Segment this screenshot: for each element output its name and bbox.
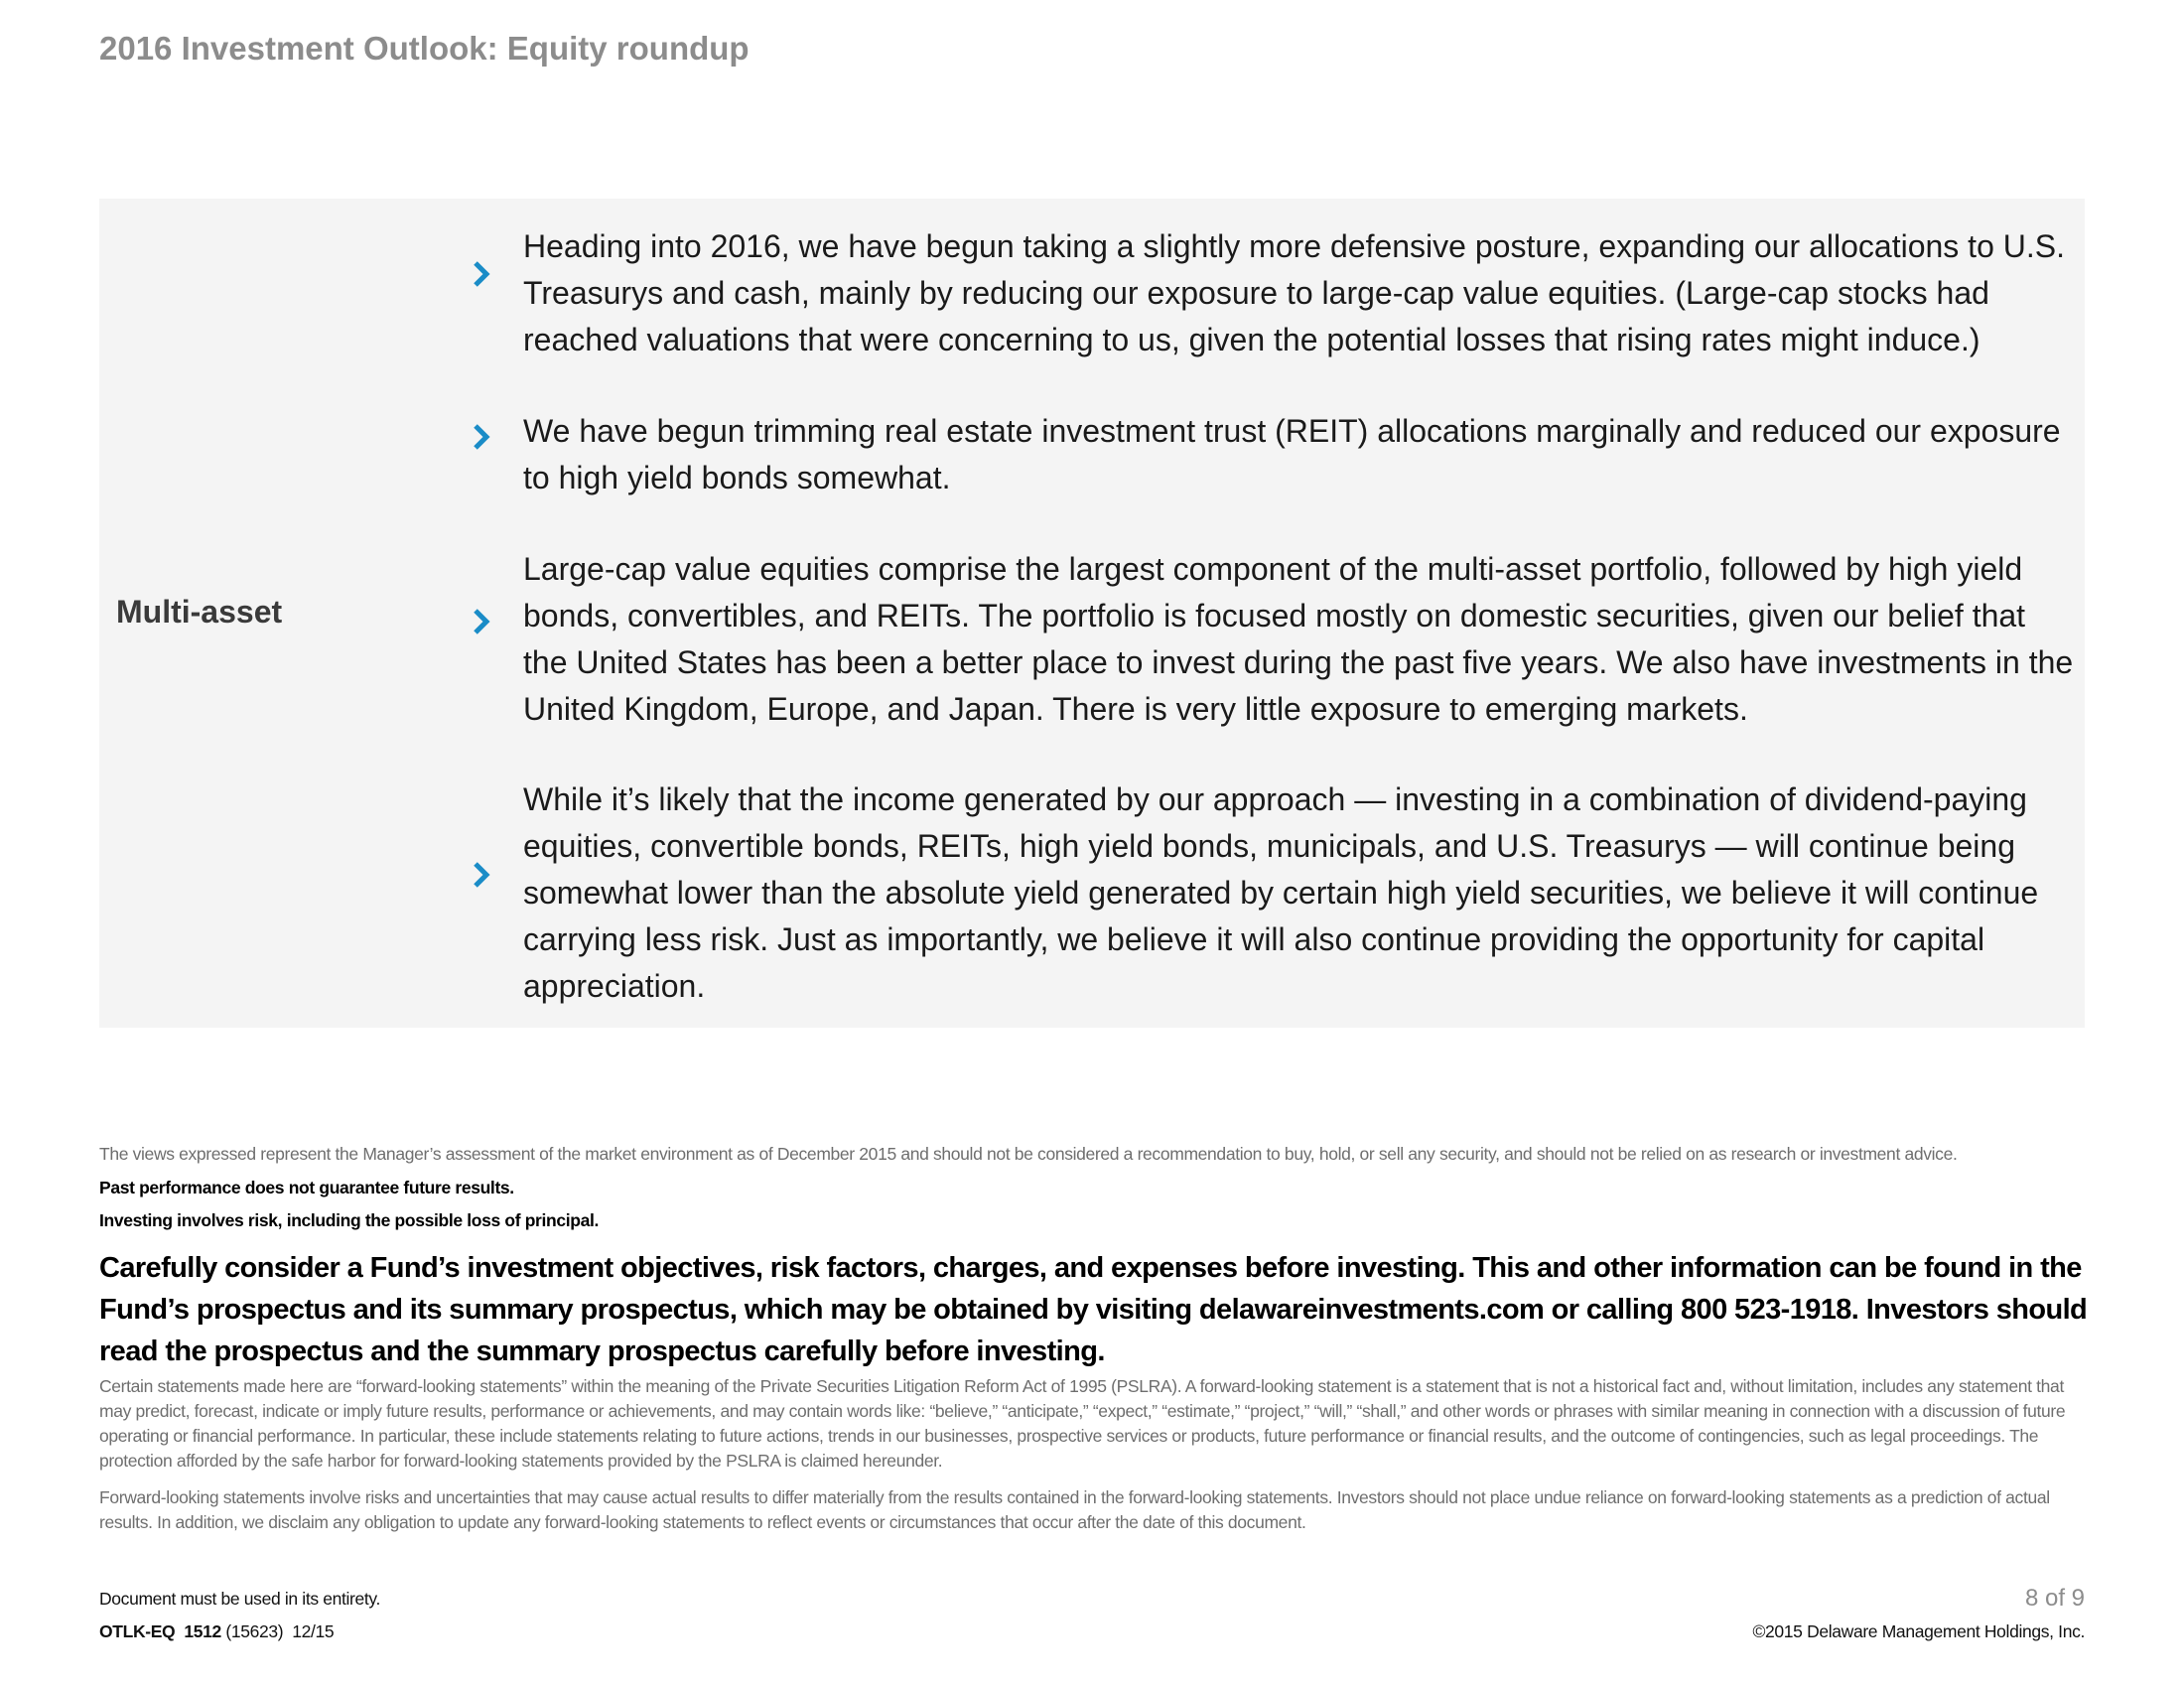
- bullet-text: Large-cap value equities comprise the largest component of the multi-asset portfolio, followed by high yield bonds, convertibles, and REITs. The portfolio is focused mostly on domestic securities, given our belief that the United States has been a better place to invest during the past five years. We also have investments in the United Kingdom, Europe, and Japan. There is very little exposure to emerging markets.: [523, 551, 2074, 727]
- chevron-right-icon: [466, 856, 495, 886]
- past-performance-note: Past performance does not guarantee future results.: [99, 1178, 514, 1197]
- bullet-item: [523, 223, 2077, 363]
- bullet-item: [523, 776, 2077, 1010]
- risk-note: Investing involves risk, including the possible loss of principal.: [99, 1210, 599, 1230]
- chevron-right-icon: [466, 255, 495, 285]
- document-code-detail: (15623) 12/15: [225, 1621, 335, 1641]
- chevron-right-icon: [466, 418, 495, 448]
- bullet-text: We have begun trimming real estate investment trust (REIT) allocations marginally and reduced our exposure to high yield bonds somewhat.: [523, 413, 2061, 495]
- page-number: 8 of 9: [2024, 1585, 2085, 1612]
- bullet-item: [523, 546, 2077, 733]
- document-code-id: OTLK-EQ 1512: [99, 1621, 221, 1641]
- prospectus-notice: Carefully consider a Fund’s investment objectives, risk factors, charges, and expenses before investing. This and other information can be found in the Fund’s prospectus and its summary prospectus, which may be obtained by visiting delawareinvestments.com or calling 800 523-1918. Investors should read the prospectus and the summary prospectus carefully before investing.: [99, 1252, 2088, 1367]
- copyright: ©2015 Delaware Management Holdings, Inc.: [1752, 1621, 2085, 1641]
- forward-looking-statement-2: Forward-looking statements involve risks and uncertainties that may cause actual results to differ materially from the results contained in the forward-looking statements. Investors should not place undue reliance on forward-looking statements as a prediction of actual results. In addition, we disclaim any obligation to update any forward-looking statements to reflect events or circumstances that occur after the date of this document.: [99, 1487, 2050, 1532]
- forward-looking-statement-1: Certain statements made here are “forward-looking statements” within the meaning of the Private Securities Litigation Reform Act of 1995 (PSLRA). A forward-looking statement is a statement that is not a historical fact and, without limitation, includes any statement that may predict, forecast, indicate or imply future results, performance or achievements, and may contain words like: “believe,” “anticipate,” “expect,” “estimate,” “project,” “will,” “shall,” and other words or phrases with similar meaning in connection with a discussion of future operating or financial performance. In particular, these include statements relating to future actions, trends in our businesses, prospective services or products, future performance or financial results, and the outcome of contingencies, such as legal proceedings. The protection afforded by the safe harbor for forward-looking statements provided by the PSLRA is claimed hereunder.: [99, 1376, 2066, 1471]
- views-disclaimer: The views expressed represent the Manager’s assessment of the market environment as of December 2015 and should not be considered a recommendation to buy, hold, or sell any security, and should not be relied on as research or investment advice.: [99, 1144, 1958, 1164]
- bullet-text: While it’s likely that the income generated by our approach — investing in a combination of dividend-paying equities, convertible bonds, REITs, high yield bonds, municipals, and U.S. Treasurys — will continue being somewhat lower than the absolute yield generated by certain high yield securities, we believe it will continue carrying less risk. Just as importantly, we believe it will also continue providing the opportunity for capital appreciation.: [523, 781, 2039, 1004]
- multi-asset-panel: [99, 199, 2085, 1028]
- bullet-text: Heading into 2016, we have begun taking a slightly more defensive posture, expanding our allocations to U.S. Treasurys and cash, mainly by reducing our exposure to large-cap value equities. (Large-cap stocks had reached valuations that were concerning to us, given the potential losses that rising rates might induce.): [523, 228, 2065, 357]
- page-title: 2016 Investment Outlook: Equity roundup: [99, 30, 750, 67]
- section-label: Multi-asset: [116, 594, 283, 630]
- entirety-note: Document must be used in its entirety.: [99, 1589, 381, 1609]
- chevron-right-icon: [466, 603, 495, 633]
- bullet-item: [523, 408, 2077, 501]
